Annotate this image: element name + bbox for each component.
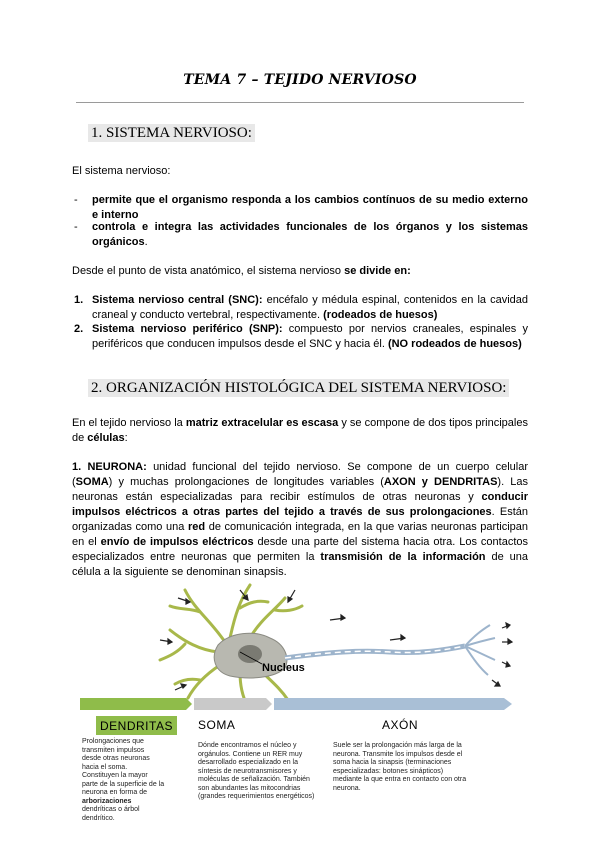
s1-intro: El sistema nervioso: bbox=[72, 165, 171, 177]
s2-intro-bold: matriz extracelular es escasa bbox=[185, 417, 339, 429]
neuron-illustration bbox=[90, 580, 530, 715]
dendritas-line: dendrítico. bbox=[82, 814, 115, 822]
neurona-lead: 1. NEURONA: bbox=[72, 461, 147, 473]
item-number: 2. bbox=[74, 323, 84, 335]
neurona-text: desde una parte del sistema hacia otra. Los contactos especializados entre neuronas que permiten la bbox=[72, 536, 528, 563]
neurona-text: de comunicación integrada, en la que varias neuronas participan en el bbox=[72, 521, 528, 548]
section-2-heading bbox=[88, 380, 509, 397]
arrows bbox=[160, 590, 512, 690]
neurona-bold: AXON y DENDRITAS bbox=[383, 476, 498, 488]
dendritas-line: neurona en forma de bbox=[82, 789, 147, 796]
item-text: compuesto por nervios craneales, espinales y periféricos que conducen impulsos desde el SNC y hacia él. bbox=[92, 323, 528, 350]
neurona-bold: red bbox=[187, 521, 206, 533]
item-note: (rodeados de huesos) bbox=[323, 309, 438, 321]
dendritas-bar bbox=[80, 698, 192, 710]
dendritas-line: Constituyen la mayor bbox=[82, 772, 148, 779]
bullet-tail: . bbox=[144, 236, 148, 248]
axon-label-box bbox=[382, 718, 418, 732]
soma-description: Dónde encontramos el núcleo y orgánulos. Contiene un RER muy desarrollado especializado en la síntesis de neurotransmisores y moléculas de señalización. También son abundantes las mitocondrias (grandes requerimientos energéticos) bbox=[198, 742, 315, 800]
section-2-heading-text: 2. ORGANIZACIÓN HISTOLÓGICA DEL SISTEMA NERVIOSO: bbox=[88, 379, 509, 397]
item-number: 1. bbox=[74, 294, 84, 306]
s2-intro bbox=[72, 416, 528, 446]
neurona-text: ) y muchas prolongaciones de longitudes variables ( bbox=[108, 476, 384, 488]
dendritas-line: transmiten impulsos bbox=[82, 746, 145, 754]
dendritas-line: Prolongaciones que bbox=[82, 738, 144, 745]
s1-item-1 bbox=[74, 293, 528, 323]
axon-description: Suele ser la prolongación más larga de la neurona. Transmite los impulsos desde el soma hacia la sinapsis (terminaciones especializadas: botones sinápticos) mediante la que entra en contacto con otra neurona. bbox=[333, 742, 467, 792]
neurona-text: de una célula a la siguiente se denominan sinapsis. bbox=[72, 551, 529, 578]
page-title: TEMA 7 – TEJIDO NERVIOSO bbox=[183, 72, 417, 88]
dendritas-line: desde otras neuronas bbox=[82, 755, 150, 762]
dendritas-line: parte de la superficie de la bbox=[82, 780, 165, 788]
neurona-bold: transmisión de la información bbox=[320, 551, 486, 563]
axon-label: AXÓN bbox=[382, 718, 419, 732]
s1-anatomic bbox=[72, 264, 528, 279]
neurona-bold: SOMA bbox=[75, 476, 109, 488]
s1-bullet-2 bbox=[74, 220, 528, 250]
anat-text: Desde el punto de vista anatómico, el sistema nervioso bbox=[72, 265, 345, 277]
s2-intro-text: y se compone de dos tipos principales de bbox=[72, 417, 528, 444]
neurona-text: unidad funcional del tejido nervioso. Se compone de un cuerpo celular ( bbox=[72, 461, 528, 488]
neurona-bold: envío de impulsos eléctricos bbox=[100, 536, 254, 548]
nucleus bbox=[238, 645, 262, 663]
section-1-heading bbox=[88, 125, 255, 142]
neurona-bold: conducir impulsos eléctricos a otras partes del tejido a través de sus prolongaciones bbox=[72, 491, 528, 518]
s1-item-2 bbox=[74, 322, 528, 352]
title-divider bbox=[76, 102, 524, 103]
bullet-marker: - bbox=[74, 221, 78, 233]
section-1-heading-text: 1. SISTEMA NERVIOSO: bbox=[88, 124, 255, 142]
soma-label-box bbox=[198, 718, 235, 732]
dendritas-label: DENDRITAS bbox=[100, 719, 173, 733]
neurona-text: . Están organizadas como una bbox=[72, 506, 528, 533]
anat-bold: se divide en: bbox=[344, 265, 411, 277]
region-bars bbox=[80, 696, 520, 712]
dendritas-line: hacia el soma. bbox=[82, 763, 128, 771]
neurona-text: ). Las neuronas están especializadas para recibir estímulos de otras neuronas y bbox=[72, 476, 528, 503]
dendritas-description bbox=[82, 738, 180, 823]
item-text: encéfalo y médula espinal, contenidos en la cavidad craneal y conducto vertebral, respectivamente. bbox=[92, 294, 528, 321]
soma-label: SOMA bbox=[198, 718, 236, 732]
item-note: (NO rodeados de huesos) bbox=[387, 338, 522, 350]
dendritas-label-box bbox=[96, 716, 177, 735]
dendritas-bold: arborizaciones bbox=[82, 797, 132, 805]
bullet-text: controla e integra las actividades funcionales de los órganos y los sistemas orgánicos bbox=[92, 221, 528, 248]
neurona-paragraph bbox=[72, 460, 528, 580]
bullet-marker: - bbox=[74, 194, 78, 206]
dendritas-line: dendríticas o árbol bbox=[82, 806, 140, 813]
item-term: Sistema nervioso periférico (SNP): bbox=[92, 323, 283, 335]
s1-bullet-1 bbox=[74, 193, 528, 223]
s2-intro-bold: células bbox=[87, 432, 125, 444]
s2-intro-text: En el tejido nervioso la bbox=[72, 417, 186, 429]
axon-bar bbox=[274, 698, 512, 710]
s2-intro-text: : bbox=[124, 432, 128, 444]
nucleus-label: Nucleus bbox=[262, 662, 305, 674]
axon-terminals bbox=[465, 625, 495, 675]
item-term: Sistema nervioso central (SNC): bbox=[92, 294, 263, 306]
soma-bar bbox=[194, 698, 272, 710]
bullet-text: permite que el organismo responda a los cambios contínuos de su medio externo e interno bbox=[92, 194, 528, 221]
